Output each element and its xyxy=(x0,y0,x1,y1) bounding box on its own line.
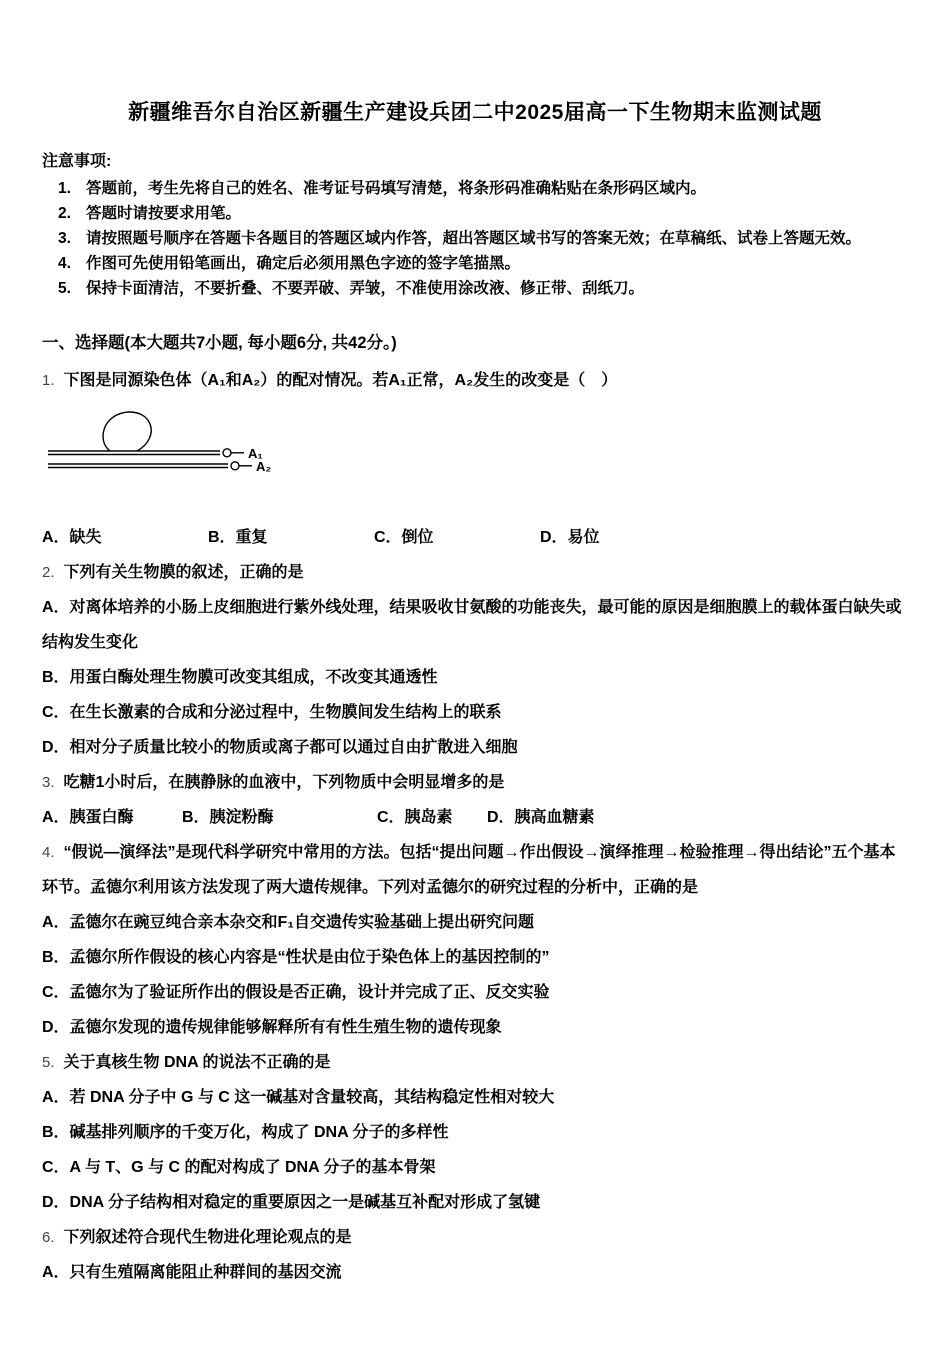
options-row xyxy=(42,520,908,555)
figure-label-a1: A₁ xyxy=(248,446,263,461)
chromosome-figure-svg xyxy=(44,406,284,488)
question-number: 3. xyxy=(42,774,55,791)
option-d: D．相对分子质量比较小的物质或离子都可以通过自由扩散进入细胞 xyxy=(42,739,518,756)
option-b: B．碱基排列顺序的千变万化，构成了 DNA 分子的多样性 xyxy=(42,1124,449,1141)
chromosome-a2-end-circle xyxy=(231,462,239,470)
question-stem-text: 下列有关生物膜的叙述，正确的是 xyxy=(63,564,304,581)
notice-item xyxy=(42,176,908,201)
question-5 xyxy=(42,1045,908,1220)
question-stem-text: “假说—演绎法”是现代科学研究中常用的方法。包括“提出问题→作出假设→演绎推理→检验推理→得出结论”五个基本环节。孟德尔利用该方法发现了两大遗传规律。下列对孟德尔的研究过程的分析中，正确的是 xyxy=(42,844,896,896)
option-c: C．A 与 T、G 与 C 的配对构成了 DNA 分子的基本骨架 xyxy=(42,1159,436,1176)
page-title: 新疆维吾尔自治区新疆生产建设兵团二中2025届高一下生物期末监测试题 xyxy=(128,101,822,124)
question-number: 4. xyxy=(42,844,55,861)
option-d: D．DNA 分子结构相对稳定的重要原因之一是碱基互补配对形成了氢键 xyxy=(42,1194,541,1211)
question-4 xyxy=(42,835,908,1045)
option-c: C．孟德尔为了验证所作出的假设是否正确，设计并完成了正、反交实验 xyxy=(42,984,550,1001)
question-stem-text: 吃糖1小时后，在胰静脉的血液中，下列物质中会明显增多的是 xyxy=(63,774,505,791)
chromosome-pairing-figure xyxy=(44,406,908,488)
notice-item-number: 2. xyxy=(58,205,71,222)
section-heading: 一、选择题(本大题共7小题, 每小题6分, 共42分。) xyxy=(42,334,397,352)
notice-item-number: 3. xyxy=(58,230,71,247)
question-6 xyxy=(42,1220,908,1290)
option-a: A．只有生殖隔离能阻止种群间的基因交流 xyxy=(42,1264,342,1281)
notice-item xyxy=(42,201,908,226)
notice-item-text: 请按照题号顺序在答题卡各题目的答题区域内作答，超出答题区域书写的答案无效；在草稿纸、试卷上答题无效。 xyxy=(86,230,862,247)
notice-item-text: 作图可先使用铅笔画出，确定后必须用黑色字迹的签字笔描黑。 xyxy=(86,255,521,272)
option-b: B．孟德尔所作假设的核心内容是“性状是由位于染色体上的基因控制的” xyxy=(42,949,550,966)
option-c: C．胰岛素 xyxy=(377,809,453,826)
option-d: D．易位 xyxy=(540,529,600,546)
question-stem-text: 关于真核生物 DNA 的说法不正确的是 xyxy=(63,1054,331,1071)
option-d: D．胰高血糖素 xyxy=(487,809,595,826)
option-a: A．缺失 xyxy=(42,529,102,546)
option-b: B．胰淀粉酶 xyxy=(182,809,274,826)
notice-item-number: 4. xyxy=(58,255,71,272)
notice-item-text: 答题前，考生先将自己的姓名、准考证号码填写清楚，将条形码准确粘贴在条形码区域内。 xyxy=(86,180,707,197)
notice-section xyxy=(42,148,908,301)
question-stem xyxy=(42,363,908,398)
notice-heading: 注意事项: xyxy=(42,153,112,170)
question-stem-text: 下列叙述符合现代生物进化理论观点的是 xyxy=(63,1229,352,1246)
question-2 xyxy=(42,555,908,765)
question-number: 1. xyxy=(42,372,55,389)
option-b: B．用蛋白酶处理生物膜可改变其组成，不改变其通透性 xyxy=(42,669,438,686)
notice-item-text: 答题时请按要求用笔。 xyxy=(86,205,242,222)
notice-item-number: 5. xyxy=(58,280,71,297)
question-stem xyxy=(42,1045,908,1080)
question-3 xyxy=(42,765,908,835)
notice-item xyxy=(42,226,908,251)
option-b: B．重复 xyxy=(208,529,268,546)
notice-item xyxy=(42,276,908,301)
option-a: A．胰蛋白酶 xyxy=(42,809,134,826)
question-stem xyxy=(42,765,908,800)
chromosome-a1-end-circle xyxy=(223,449,231,457)
question-1 xyxy=(42,363,908,555)
option-a: A．若 DNA 分子中 G 与 C 这一碱基对含量较高，其结构稳定性相对较大 xyxy=(42,1089,555,1106)
options-row xyxy=(42,800,908,835)
question-stem-text: 下图是同源染色体（A₁和A₂）的配对情况。若A₁正常，A₂发生的改变是（ ） xyxy=(63,372,618,389)
question-stem xyxy=(42,1220,908,1255)
option-a: A．对离体培养的小肠上皮细胞进行紫外线处理，结果吸收甘氨酸的功能丧失，最可能的原因是细胞膜上的载体蛋白缺失或结构发生变化 xyxy=(42,599,902,651)
option-c: C．倒位 xyxy=(374,529,434,546)
question-number: 5. xyxy=(42,1054,55,1071)
question-number: 2. xyxy=(42,564,55,581)
question-stem xyxy=(42,555,908,590)
pairing-loop xyxy=(103,412,151,451)
notice-item xyxy=(42,251,908,276)
notice-item-number: 1. xyxy=(58,180,71,197)
option-d: D．孟德尔发现的遗传规律能够解释所有有性生殖生物的遗传现象 xyxy=(42,1019,502,1036)
question-number: 6. xyxy=(42,1229,55,1246)
option-a: A．孟德尔在豌豆纯合亲本杂交和F₁自交遗传实验基础上提出研究问题 xyxy=(42,914,534,931)
notice-item-text: 保持卡面清洁，不要折叠、不要弄破、弄皱，不准使用涂改液、修正带、刮纸刀。 xyxy=(86,280,645,297)
figure-label-a2: A₂ xyxy=(256,459,272,474)
question-stem xyxy=(42,835,908,905)
option-c: C．在生长激素的合成和分泌过程中，生物膜间发生结构上的联系 xyxy=(42,704,502,721)
